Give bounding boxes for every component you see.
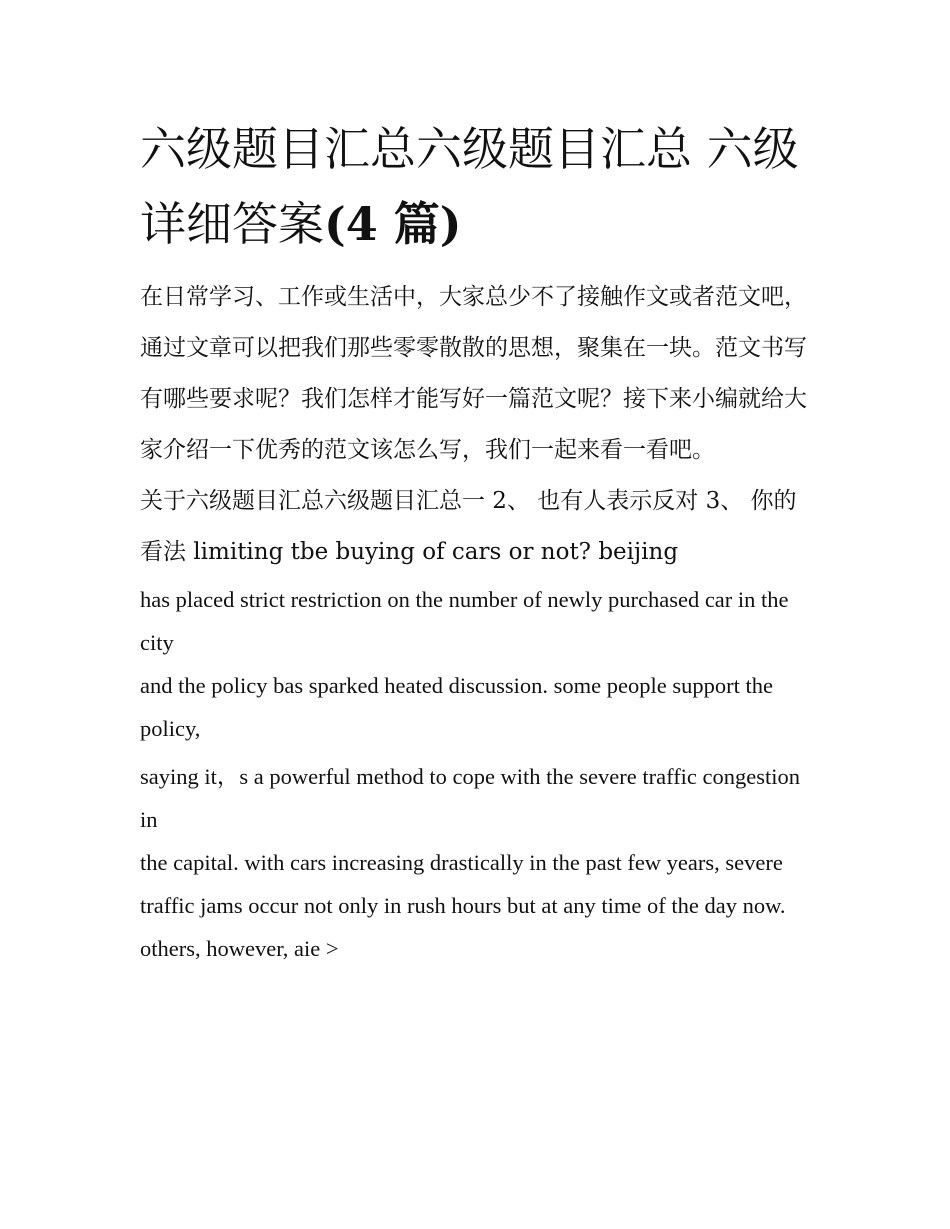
body-line: has placed strict restriction on the number of newly purchased car in the city: [140, 587, 789, 655]
body-line: the capital. with cars increasing drastically in the past few years, severe: [140, 850, 783, 875]
body-line: traffic jams occur not only in rush hours but at any time of the day now.: [140, 893, 786, 918]
body-line: and the policy bas sparked heated discussion. some people support the policy,: [140, 673, 773, 741]
document-page: [140, 112, 812, 970]
body-line: others, however, aie >: [140, 936, 339, 961]
section-heading: 关于六级题目汇总六级题目汇总一 2、 也有人表示反对 3、 你的看法 limiting tbe buying of cars or not? beijing: [140, 488, 797, 565]
body-line: saying it，s a powerful method to cope with the severe traffic congestion in: [140, 764, 801, 832]
document-title: [140, 112, 812, 262]
title-text: 六级题目汇总六级题目汇总 六级详细答案: [140, 122, 799, 251]
intro-paragraph: 在日常学习、工作或生活中，大家总少不了接触作文或者范文吧，通过文章可以把我们那些零零散散的思想，聚集在一块。范文书写有哪些要求呢？我们怎样才能写好一篇范文呢？接下来小编就给大家介绍一下优秀的范文该怎么写，我们一起来看一看吧。: [140, 284, 807, 463]
title-count: (4 篇): [324, 197, 462, 251]
